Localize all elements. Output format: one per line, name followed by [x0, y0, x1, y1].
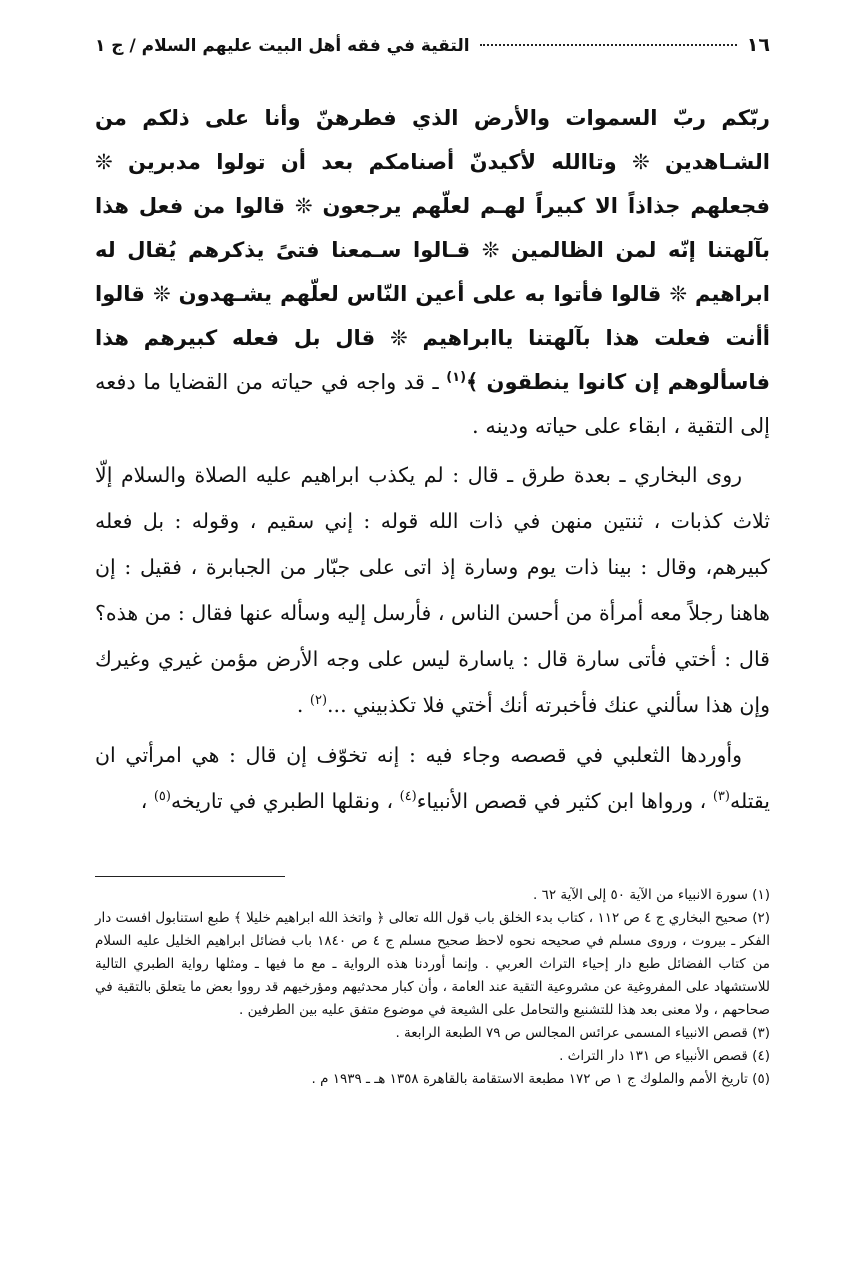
footnote-number: (٢) — [752, 910, 771, 926]
paragraph-text: روى البخاري ـ بعدة طرق ـ قال : لم يكذب ابراهيم عليه الصلاة والسلام إلّا ثلاث كذبات ، ثنتين منهن في ذات الله قوله : إني سقيم ، وقوله : بل فعله كبيرهم، وقال : بينا ذات يوم وسارة إذ اتى على جبّار من الجبابرة ، فقيل : إن هاهنا رجلاً معه أمرأة من أحسن الناس ، فأرسل إليه وسأله عنها فقال : من هذه؟ قال : أختي فأتى سارة قال : ياسارة ليس على وجه الأرض مؤمن غيري وغيرك وإن هذا سألني عنك فأخبرته أنك أختي فلا تكذبيني ... — [95, 463, 770, 717]
main-text — [95, 96, 770, 824]
paragraph-text: ، — [140, 789, 154, 813]
footnote — [95, 1045, 770, 1068]
quran-verse-block — [95, 96, 770, 448]
running-title: التقية في فقه أهل البيت عليهم السلام / ج ١ — [95, 36, 470, 56]
paragraph — [95, 732, 770, 824]
verse-line: يذكرهم يُقال له ابراهيم ❊ قالوا فأتوا به على أعين النّاس لعلّهم يشـهدون ❊ — [95, 238, 770, 306]
footnote-ref: (٤) — [399, 789, 417, 805]
footnote-separator — [95, 876, 285, 877]
footnote-ref: (٣) — [712, 789, 730, 805]
footnote-ref: (١) — [446, 370, 467, 385]
footnote — [95, 1022, 770, 1045]
footnote-text: تاريخ الأمم والملوك ج ١ ص ١٧٢ مطبعة الاستقامة بالقاهرة ١٣٥٨ هـ ـ ١٩٣٩ م . — [311, 1071, 748, 1087]
paragraph-text: . — [296, 693, 310, 717]
footnote-number: (٤) — [752, 1048, 770, 1064]
header-dot-leader — [480, 44, 737, 46]
footnote-ref: (٢) — [309, 693, 328, 709]
verse-line: قالوا أأنت فعلت هذا بآلهتنا ياابراهيم ❊ قال بل فعله كبيرهم هذا فاسألوهم إن — [95, 282, 770, 394]
paragraph-text: ، ونقلها الطبري في تاريخه — [170, 789, 400, 813]
footnote-number: (١) — [752, 887, 770, 903]
paragraph-text: ـ قد واجه في حياته من القضايا ما دفعه إلى التقية ، ابقاء على حياته ودينه . — [95, 370, 770, 438]
verse-end: كانوا ينطقون ﴾ — [466, 370, 627, 394]
footnote-text: صحيح البخاري ج ٤ ص ١١٢ ، كتاب بدء الخلق باب قول الله تعالى ﴿ واتخذ الله ابراهيم خليلا ﴾ طبع استنابول افست دار الفكر ـ بيروت ، وروى مسلم في صحيحه نحوه لاحظ صحيح مسلم ج ٤ ص ١٨٤٠ باب فضائل ابراهيم الخليل عليه السلام من كتاب الفضائل طبع دار إحياء التراث العربي . وإنما أوردنا هذه الرواية ـ مع ما فيها ـ ومثلها رواية الطبري التالية للاستشهاد على المفروغية عن مشروعية التقية عند العامة ، وأن كبار محدثيهم ومؤرخيهم قد رووا بعض ما يتعلق بالتقية في صحاحهم ، ولا معنى بعد هذا للتشنيع والتحامل على الشيعة في موضوع متفق عليه بين الطرفين . — [95, 910, 770, 1018]
footnotes — [95, 884, 770, 1091]
footnote-text: سورة الانبياء من الآية ٥٠ إلى الآية ٦٢ . — [533, 887, 748, 903]
running-header — [95, 34, 770, 74]
footnote-text: قصص الانبياء المسمى عرائس المجالس ص ٧٩ الطبعة الرابعة . — [395, 1025, 748, 1041]
footnote — [95, 884, 770, 907]
paragraph — [95, 452, 770, 728]
page-number: ١٦ — [746, 34, 770, 56]
verse-line: ربّكم ربّ السموات والأرض الذي فطرهنّ وأنا على ذلكم من الشـاهدين ❊ — [95, 106, 770, 174]
footnote-ref: (٥) — [153, 789, 171, 805]
verse-line: وتاالله لأكيدنّ أصنامكم بعد أن تولوا مدبرين ❊ فجعلهم جذاذاً الا كبيراً لهـم — [95, 150, 770, 218]
paragraph-text: وأوردها الثعلبي في قصصه وجاء فيه : إنه تخوّف إن قال : هي امرأتي ان يقتله — [95, 743, 770, 813]
verse-line: لعلّهم يرجعون ❊ قالوا من فعل هذا بآلهتنا إنّه لمن الظالمين ❊ قـالوا سـمعنا فتىً — [95, 194, 771, 262]
paragraph-text: ، ورواها ابن كثير في قصص الأنبياء — [416, 789, 713, 813]
footnote-text: قصص الأنبياء ص ١٣١ دار التراث . — [559, 1048, 748, 1064]
footnote-number: (٥) — [752, 1071, 770, 1087]
footnote — [95, 907, 770, 1022]
footnote — [95, 1068, 770, 1091]
footnote-number: (٣) — [752, 1025, 770, 1041]
